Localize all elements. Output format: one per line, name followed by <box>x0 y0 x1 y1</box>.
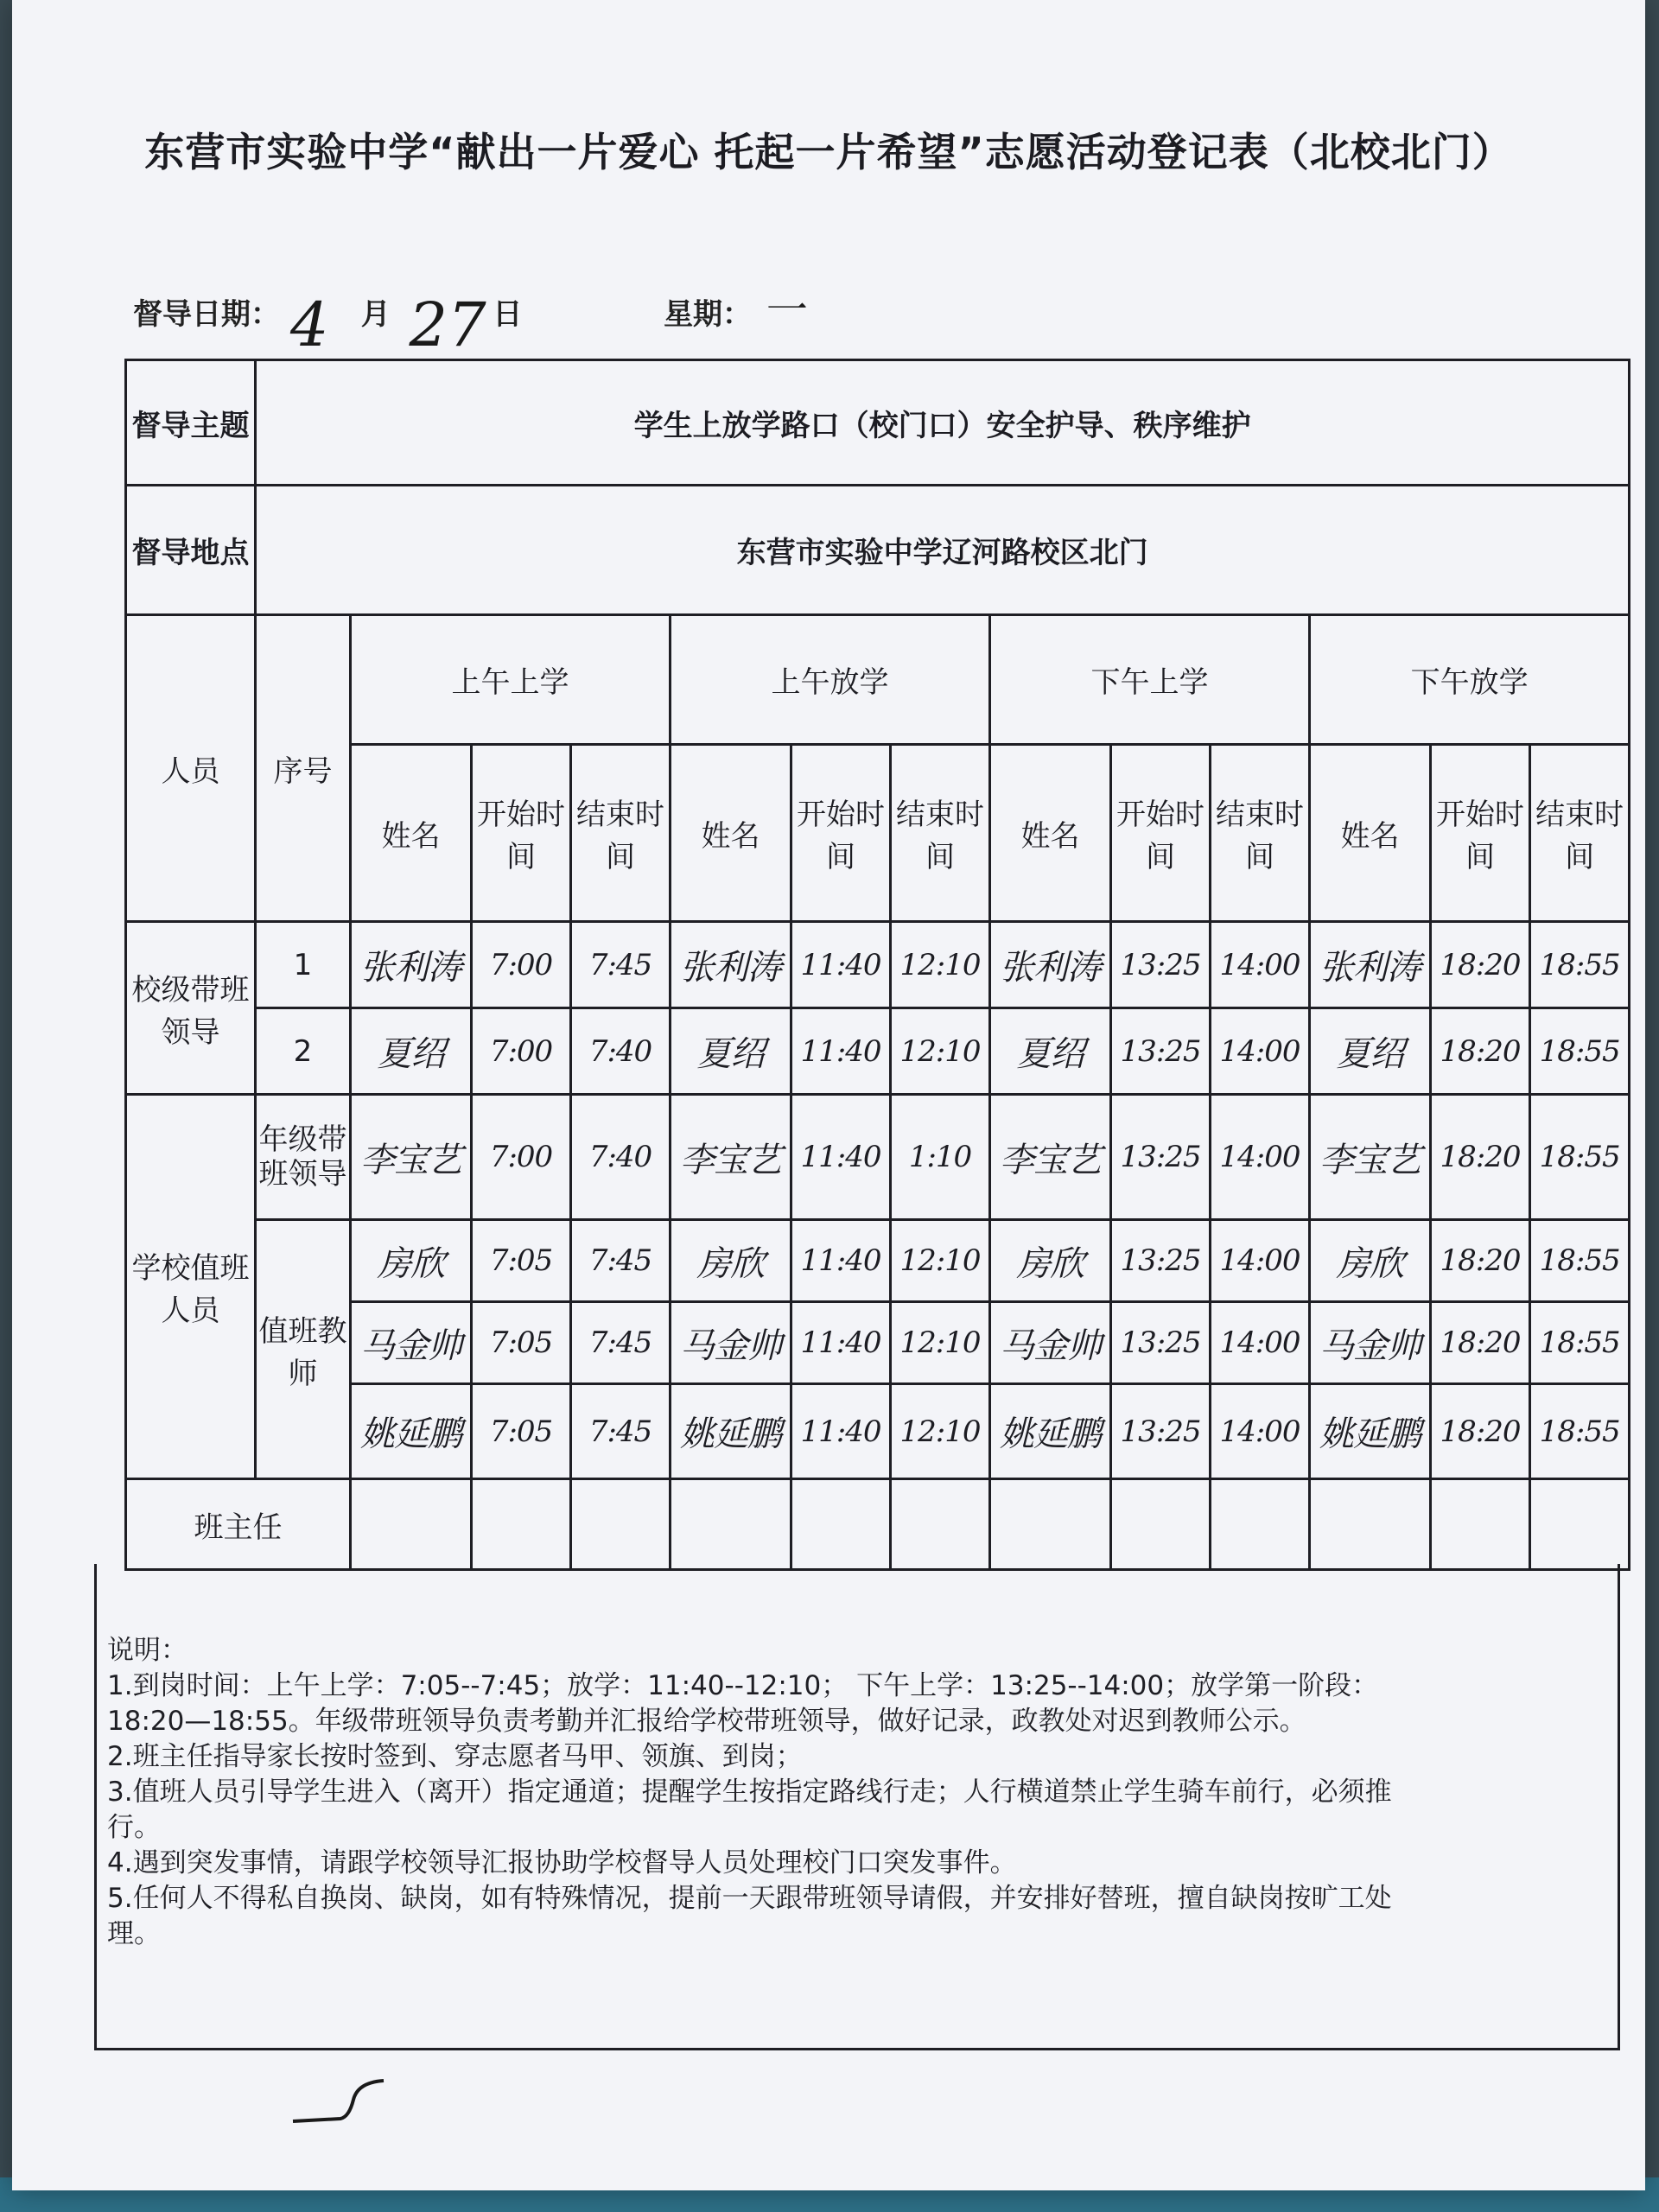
notes-line: 3.值班人员引导学生进入（离开）指定通道；提醒学生按指定路线行走；人行横道禁止学生骑车前行，必须推 <box>107 1777 1392 1808</box>
duty-teacher-label: 值班教师 <box>256 1220 351 1479</box>
signature-cell: 房欣 <box>671 1220 791 1302</box>
empty-cell <box>351 1479 472 1570</box>
time-cell: 7:45 <box>571 1220 671 1302</box>
time-cell: 13:25 <box>1111 922 1211 1008</box>
notes-line: 2.班主任指导家长按时签到、穿志愿者马甲、领旗、到岗； <box>107 1741 803 1772</box>
time-cell: 7:45 <box>571 922 671 1008</box>
time-cell: 11:40 <box>791 922 891 1008</box>
time-cell: 13:25 <box>1111 1008 1211 1095</box>
time-cell: 7:05 <box>472 1302 571 1384</box>
signature-cell: 姚延鹏 <box>671 1384 791 1479</box>
time-cell: 7:45 <box>571 1384 671 1479</box>
empty-cell <box>671 1479 791 1570</box>
seq-cell: 1 <box>256 922 351 1008</box>
topic-label: 督导主题 <box>126 360 256 486</box>
time-cell: 18:20 <box>1431 1302 1530 1384</box>
table-row <box>126 1220 1630 1302</box>
signature-cell: 李宝艺 <box>671 1095 791 1220</box>
time-cell: 18:20 <box>1431 1220 1530 1302</box>
time-cell: 18:20 <box>1431 922 1530 1008</box>
empty-cell <box>571 1479 671 1570</box>
time-cell: 13:25 <box>1111 1384 1211 1479</box>
time-cell: 14:00 <box>1211 922 1310 1008</box>
notes-line: 说明： <box>107 1635 188 1666</box>
empty-cell <box>1211 1479 1310 1570</box>
time-cell: 18:55 <box>1530 1384 1630 1479</box>
table-row <box>126 922 1630 1008</box>
month-unit: 月 <box>360 297 391 332</box>
personnel-header: 人员 <box>126 615 256 922</box>
time-cell: 7:00 <box>472 1095 571 1220</box>
time-cell: 13:25 <box>1111 1302 1211 1384</box>
name-header: 姓名 <box>671 745 791 922</box>
signature-cell: 张利涛 <box>351 922 472 1008</box>
time-cell: 18:20 <box>1431 1008 1530 1095</box>
time-cell: 7:05 <box>472 1220 571 1302</box>
end-header: 结束时间 <box>891 745 990 922</box>
pen-mark <box>289 2074 410 2134</box>
time-cell: 18:20 <box>1431 1095 1530 1220</box>
time-cell: 11:40 <box>791 1302 891 1384</box>
time-cell: 11:40 <box>791 1008 891 1095</box>
duty-staff-group-label: 学校值班人员 <box>126 1095 256 1479</box>
signature-cell: 马金帅 <box>671 1302 791 1384</box>
time-cell: 14:00 <box>1211 1302 1310 1384</box>
period-header-morning-dismissal: 上午放学 <box>671 615 990 745</box>
signature-cell: 马金帅 <box>351 1302 472 1384</box>
time-cell: 7:40 <box>571 1008 671 1095</box>
paper-sheet <box>12 0 1645 2190</box>
time-cell: 7:40 <box>571 1095 671 1220</box>
empty-cell <box>1310 1479 1431 1570</box>
table-row <box>126 1384 1630 1479</box>
notes-line: 1.到岗时间：上午上学：7:05--7:45；放学：11:40--12:10； 下午上学：13:25--14:00；放学第一阶段： <box>107 1670 1379 1701</box>
start-header: 开始时间 <box>1111 745 1211 922</box>
location-value: 东营市实验中学辽河路校区北门 <box>256 486 1630 615</box>
start-header: 开始时间 <box>472 745 571 922</box>
start-header: 开始时间 <box>1431 745 1530 922</box>
time-cell: 1:10 <box>891 1095 990 1220</box>
time-cell: 12:10 <box>891 1220 990 1302</box>
date-row: 督导日期： 4 月 27 日 星期： 一 <box>133 276 804 336</box>
time-cell: 12:10 <box>891 1008 990 1095</box>
notes-line: 5.任何人不得私自换岗、缺岗，如有特殊情况，提前一天跟带班领导请假，并安排好替班，擅自缺岗按旷工处 <box>107 1883 1392 1914</box>
signature-cell: 姚延鹏 <box>990 1384 1111 1479</box>
period-header-afternoon-arrival: 下午上学 <box>990 615 1310 745</box>
signature-cell: 张利涛 <box>1310 922 1431 1008</box>
signature-cell: 房欣 <box>990 1220 1111 1302</box>
time-cell: 18:55 <box>1530 1302 1630 1384</box>
empty-cell <box>1431 1479 1530 1570</box>
time-cell: 7:00 <box>472 1008 571 1095</box>
signature-cell: 马金帅 <box>1310 1302 1431 1384</box>
time-cell: 12:10 <box>891 922 990 1008</box>
table-row <box>126 1095 1630 1220</box>
time-cell: 18:55 <box>1530 1095 1630 1220</box>
period-header-morning-arrival: 上午上学 <box>351 615 671 745</box>
seq-cell: 2 <box>256 1008 351 1095</box>
signature-cell: 李宝艺 <box>1310 1095 1431 1220</box>
time-cell: 12:10 <box>891 1302 990 1384</box>
signature-cell: 夏绍 <box>990 1008 1111 1095</box>
signature-cell: 张利涛 <box>671 922 791 1008</box>
table-row <box>126 1479 1630 1570</box>
time-cell: 12:10 <box>891 1384 990 1479</box>
table-row <box>126 1302 1630 1384</box>
registration-table <box>124 359 1630 1571</box>
grade-leader-label: 年级带班领导 <box>256 1095 351 1220</box>
head-teacher-label: 班主任 <box>126 1479 351 1570</box>
notes-line: 行。 <box>107 1812 161 1843</box>
end-header: 结束时间 <box>1211 745 1310 922</box>
time-cell: 18:55 <box>1530 1008 1630 1095</box>
name-header: 姓名 <box>990 745 1111 922</box>
form-title: 东营市实验中学“献出一片爱心 托起一片希望”志愿活动登记表（北校北门） <box>144 129 1513 175</box>
signature-cell: 姚延鹏 <box>1310 1384 1431 1479</box>
time-cell: 11:40 <box>791 1095 891 1220</box>
signature-cell: 夏绍 <box>351 1008 472 1095</box>
time-cell: 7:05 <box>472 1384 571 1479</box>
signature-cell: 房欣 <box>1310 1220 1431 1302</box>
time-cell: 18:20 <box>1431 1384 1530 1479</box>
day-unit: 日 <box>493 297 523 332</box>
time-cell: 18:55 <box>1530 1220 1630 1302</box>
time-cell: 7:45 <box>571 1302 671 1384</box>
start-header: 开始时间 <box>791 745 891 922</box>
time-cell: 18:55 <box>1530 922 1630 1008</box>
signature-cell: 张利涛 <box>990 922 1111 1008</box>
notes-line: 理。 <box>107 1918 161 1949</box>
location-label: 督导地点 <box>126 486 256 615</box>
signature-cell: 李宝艺 <box>990 1095 1111 1220</box>
seq-header: 序号 <box>256 615 351 922</box>
signature-cell: 姚延鹏 <box>351 1384 472 1479</box>
weekday-label: 星期： <box>664 297 753 332</box>
end-header: 结束时间 <box>571 745 671 922</box>
time-cell: 14:00 <box>1211 1384 1310 1479</box>
signature-cell: 李宝艺 <box>351 1095 472 1220</box>
time-cell: 14:00 <box>1211 1095 1310 1220</box>
time-cell: 14:00 <box>1211 1220 1310 1302</box>
end-header: 结束时间 <box>1530 745 1630 922</box>
time-cell: 13:25 <box>1111 1095 1211 1220</box>
topic-value: 学生上放学路口（校门口）安全护导、秩序维护 <box>256 360 1630 486</box>
time-cell: 7:00 <box>472 922 571 1008</box>
empty-cell <box>990 1479 1111 1570</box>
signature-cell: 夏绍 <box>1310 1008 1431 1095</box>
time-cell: 13:25 <box>1111 1220 1211 1302</box>
notes-line: 18:20—18:55。年级带班领导负责考勤并汇报给学校带班领导，做好记录，政教处对迟到教师公示。 <box>107 1706 1306 1737</box>
period-header-afternoon-dismissal: 下午放学 <box>1310 615 1630 745</box>
table-row <box>126 1008 1630 1095</box>
school-leader-group-label: 校级带班领导 <box>126 922 256 1095</box>
notes-line: 4.遇到突发事情，请跟学校领导汇报协助学校督导人员处理校门口突发事件。 <box>107 1847 1017 1878</box>
name-header: 姓名 <box>1310 745 1431 922</box>
date-label: 督导日期： <box>133 297 280 332</box>
time-cell: 11:40 <box>791 1384 891 1479</box>
empty-cell <box>472 1479 571 1570</box>
time-cell: 11:40 <box>791 1220 891 1302</box>
empty-cell <box>1111 1479 1211 1570</box>
signature-cell: 房欣 <box>351 1220 472 1302</box>
notes-section <box>107 1633 1611 1952</box>
name-header: 姓名 <box>351 745 472 922</box>
time-cell: 14:00 <box>1211 1008 1310 1095</box>
signature-cell: 马金帅 <box>990 1302 1111 1384</box>
empty-cell <box>1530 1479 1630 1570</box>
weekday-handwritten: 一 <box>761 286 804 334</box>
empty-cell <box>891 1479 990 1570</box>
empty-cell <box>791 1479 891 1570</box>
signature-cell: 夏绍 <box>671 1008 791 1095</box>
